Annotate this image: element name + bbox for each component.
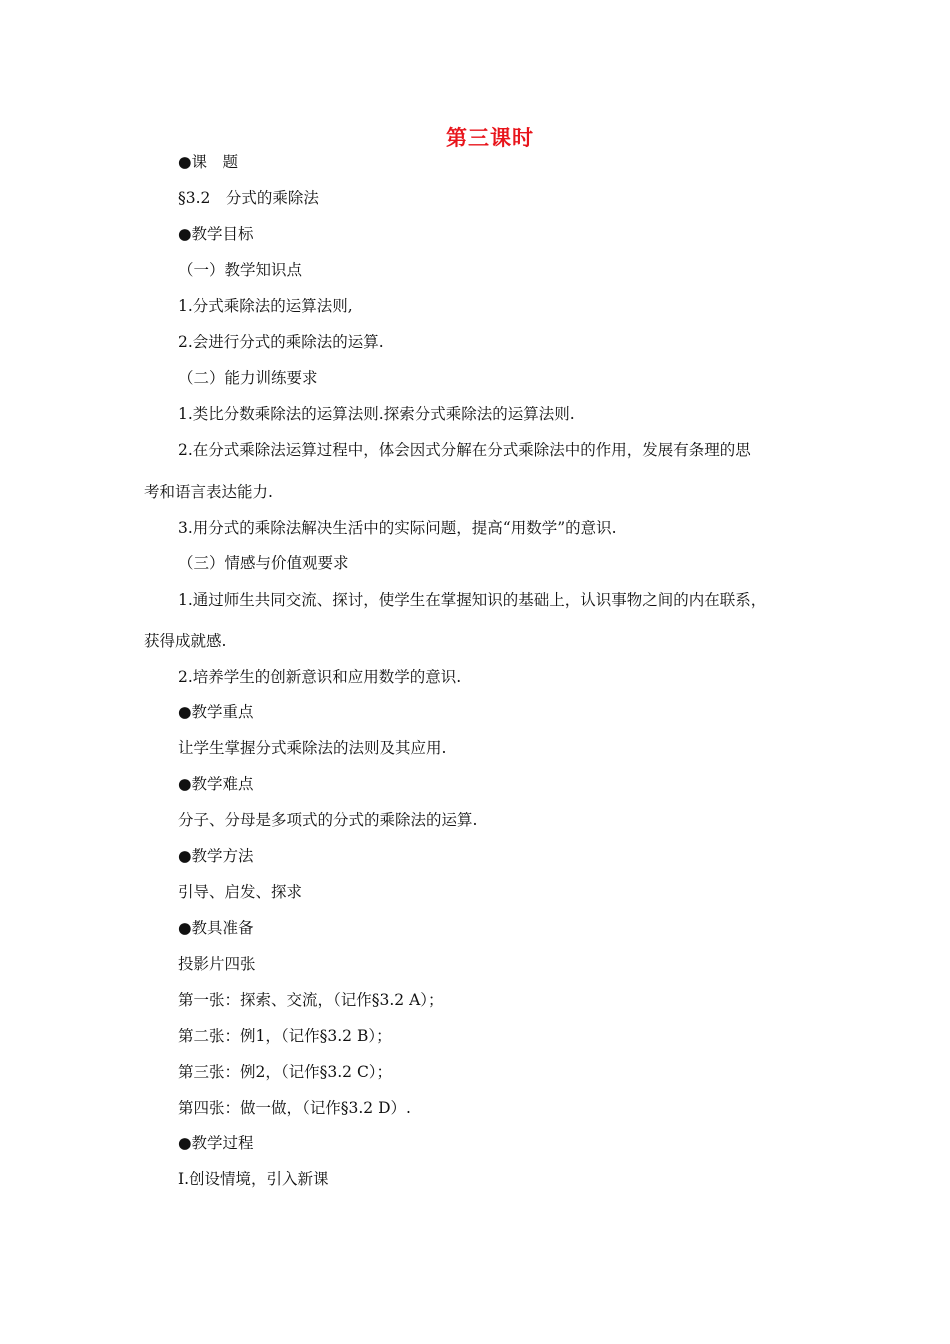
- paragraph-line: 1.通过师生共同交流、探讨，使学生在掌握知识的基础上，认识事物之间的内在联系，: [178, 591, 767, 609]
- section-heading-key-point: ●教学重点: [178, 703, 254, 721]
- paragraph-line: 2.在分式乘除法运算过程中，体会因式分解在分式乘除法中的作用，发展有条理的思: [178, 441, 751, 459]
- subheading-ability: （二）能力训练要求: [178, 369, 318, 387]
- paragraph-line: 获得成就感.: [144, 632, 227, 650]
- paragraph-line: 考和语言表达能力.: [144, 483, 273, 501]
- paragraph-line: 引导、启发、探求: [178, 883, 303, 901]
- paragraph-line: Ⅰ.创设情境，引入新课: [178, 1170, 329, 1188]
- subheading-values: （三）情感与价值观要求: [178, 554, 349, 572]
- paragraph-line: 2.会进行分式的乘除法的运算.: [178, 333, 384, 351]
- paragraph-line: 1.分式乘除法的运算法则,: [178, 297, 353, 315]
- paragraph-line: 2.培养学生的创新意识和应用数学的意识.: [178, 668, 462, 686]
- paragraph-line: 分子、分母是多项式的分式的乘除法的运算.: [178, 811, 478, 829]
- section-heading-materials: ●教具准备: [178, 919, 254, 937]
- slide-item: 第四张：做一做，（记作§3.2 D）.: [178, 1099, 411, 1117]
- paragraph-line: 1.类比分数乘除法的运算法则.探索分式乘除法的运算法则.: [178, 405, 575, 423]
- paragraph-line: 投影片四张: [178, 955, 256, 973]
- slide-item: 第一张：探索、交流，（记作§3.2 A）；: [178, 991, 444, 1009]
- section-heading-difficulty: ●教学难点: [178, 775, 254, 793]
- section-heading-method: ●教学方法: [178, 847, 254, 865]
- paragraph-line: 让学生掌握分式乘除法的法则及其应用.: [178, 739, 447, 757]
- slide-item: 第二张：例1，（记作§3.2 B）；: [178, 1027, 392, 1045]
- page-title: 第三课时: [446, 126, 534, 150]
- section-heading-topic: ●课 题: [178, 153, 239, 171]
- paragraph-line: 3.用分式的乘除法解决生活中的实际问题，提高“用数学”的意识.: [178, 519, 617, 537]
- section-heading-objectives: ●教学目标: [178, 225, 254, 243]
- section-heading-process: ●教学过程: [178, 1134, 254, 1152]
- subheading-knowledge: （一）教学知识点: [178, 261, 303, 279]
- topic-text: §3.2 分式的乘除法: [178, 189, 319, 207]
- slide-item: 第三张：例2，（记作§3.2 C）；: [178, 1063, 393, 1081]
